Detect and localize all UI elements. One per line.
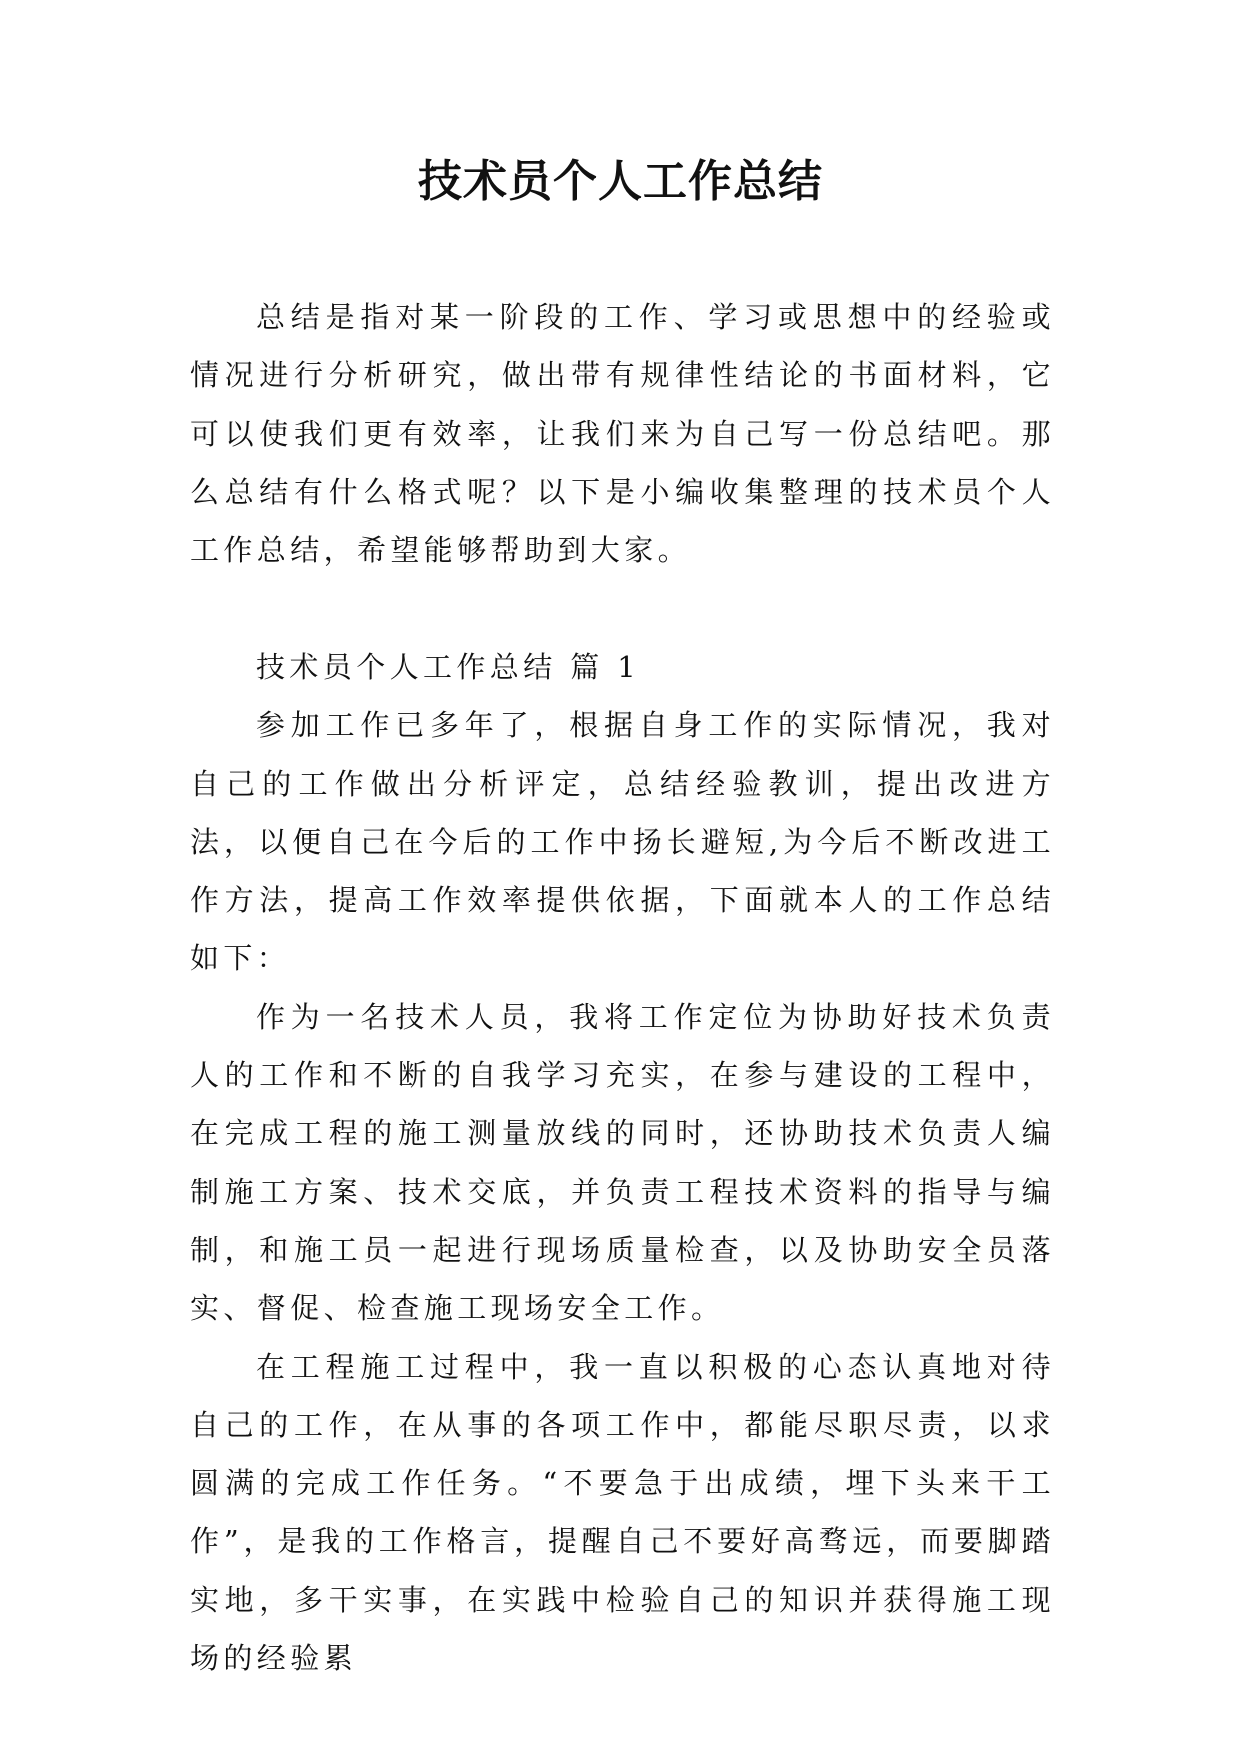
body-paragraph-3: 在工程施工过程中，我一直以积极的心态认真地对待自己的工作，在从事的各项工作中，都能尽职尽责，以求圆满的完成工作任务。“不要急于出成绩，埋下头来干工作”，是我的工作格言，提醒自己不要好高骛远，而要脚踏实地，多干实事，在实践中检验自己的知识并获得施工现场的经验累	[190, 1349, 1055, 1676]
body-paragraph-2: 作为一名技术人员，我将工作定位为协助好技术负责人的工作和不断的自我学习充实，在参与建设的工程中，在完成工程的施工测量放线的同时，还协助技术负责人编制施工方案、技术交底，并负责工程技术资料的指导与编制，和施工员一起进行现场质量检查，以及协助安全员落实、督促、检查施工现场安全工作。	[190, 999, 1055, 1326]
section-heading: 技术员个人工作总结 篇 1	[256, 650, 641, 684]
body-paragraph-1: 参加工作已多年了，根据自身工作的实际情况，我对自己的工作做出分析评定，总结经验教训，提出改进方法，以便自己在今后的工作中扬长避短,为今后不断改进工作方法，提高工作效率提供依据，下面就本人的工作总结如下：	[190, 708, 1055, 976]
intro-section	[190, 288, 1055, 579]
intro-paragraph: 总结是指对某一阶段的工作、学习或思想中的经验或情况进行分析研究，做出带有规律性结论的书面材料，它可以使我们更有效率，让我们来为自己写一份总结吧。那么总结有什么格式呢？以下是小编收集整理的技术员个人工作总结，希望能够帮助到大家。	[190, 300, 1055, 568]
document-title: 技术员个人工作总结	[418, 156, 823, 207]
section-1	[190, 638, 1055, 1687]
